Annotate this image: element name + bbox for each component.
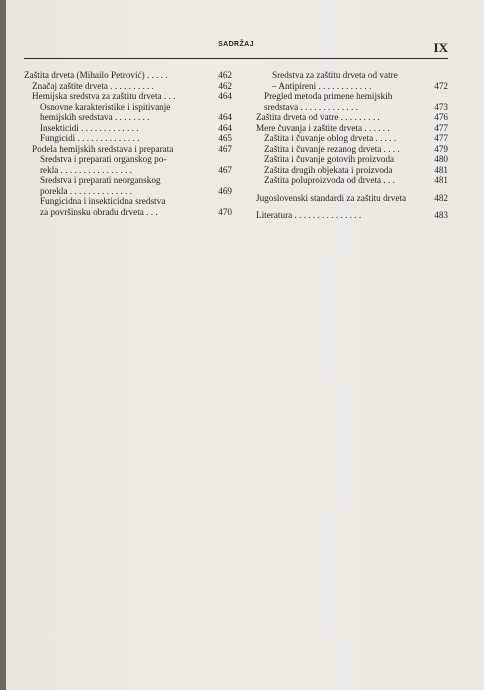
toc-entry-page: 477 (434, 122, 448, 133)
roman-page-number: IX (433, 40, 448, 55)
toc-entry-title: Fungicidna i insekticidna sredstva (40, 196, 166, 206)
toc-entry (256, 112, 448, 123)
toc-entry-page: 479 (434, 143, 448, 154)
toc-entry-page: 481 (434, 175, 448, 185)
toc-entry (24, 91, 232, 102)
toc-entry-page: 483 (434, 210, 448, 220)
page-header (24, 38, 448, 58)
toc-left-column (24, 70, 232, 217)
toc-right-column (256, 70, 448, 221)
toc-entry-title: Sredstva za zaštitu drveta od vatre (272, 70, 398, 80)
toc-entry (24, 196, 232, 207)
section-title: SADRŽAJ (218, 41, 254, 48)
toc-entry (256, 81, 448, 92)
toc-entry-title: Podela hemijskih sredstava i preparata (32, 143, 174, 154)
toc-entry-title: rekla . . . . . . . . . . . . . . . . (40, 164, 132, 175)
toc-entry (256, 154, 448, 165)
toc-entry (256, 210, 448, 221)
toc-entry (24, 165, 232, 176)
toc-entry-title: porekla . . . . . . . . . . . . . . (40, 185, 132, 196)
toc-entry-title: Zaštita drveta (Mihailo Petrović) . . . . . (24, 70, 168, 80)
toc-entry-title: Fungicidi . . . . . . . . . . . . . . (40, 133, 140, 143)
toc-entry-title: Sredstva i preparati neorganskog (40, 175, 161, 185)
toc-entry-page: 462 (218, 80, 232, 91)
toc-entry-page: 473 (434, 101, 448, 112)
toc-entry (24, 81, 232, 92)
toc-entry-page: 480 (434, 154, 448, 164)
toc-entry-title: Insekticidi . . . . . . . . . . . . . (40, 122, 139, 133)
toc-entry-page: 462 (218, 70, 232, 80)
toc-entry-title: Zaštita drugih objekata i proizvoda (264, 164, 393, 175)
toc-entry (24, 144, 232, 155)
toc-entry-title: – Antipireni . . . . . . . . . . . . (272, 80, 372, 91)
toc-spacer (256, 186, 448, 193)
toc-entry-title: Zaštita i čuvanje gotovih proizvoda (264, 154, 395, 164)
toc-entry (24, 123, 232, 134)
toc-entry-page: 477 (434, 133, 448, 143)
toc-entry-page: 469 (218, 185, 232, 196)
toc-entry (24, 133, 232, 144)
toc-entry (256, 133, 448, 144)
toc-entry-page: 470 (218, 206, 232, 217)
header-rule (24, 58, 448, 59)
toc-entry-page: 464 (218, 112, 232, 122)
toc-entry-title: sredstava . . . . . . . . . . . . . (264, 101, 358, 112)
toc-entry-title: Značaj zaštite drveta . . . . . . . . . . (32, 80, 154, 91)
toc-entry-title: Zaštita drveta od vatre . . . . . . . . . (256, 112, 380, 122)
toc-entry-page: 476 (434, 112, 448, 122)
toc-entry (24, 207, 232, 218)
toc-entry (24, 154, 232, 165)
toc-entry-title: Literatura . . . . . . . . . . . . . . . (256, 210, 362, 220)
toc-entry-title: Pregled metoda primene hemijskih (264, 91, 393, 101)
toc-entry-title: Mere čuvanja i zaštite drveta . . . . . . (256, 122, 390, 133)
toc-entry-page: 464 (218, 91, 232, 101)
toc-entry (24, 70, 232, 81)
toc-entry-title: Jugoslovenski standardi za zaštitu drveta (256, 192, 407, 203)
toc-entry (256, 70, 448, 81)
toc-entry-title: hemijskih sredstava . . . . . . . . (40, 112, 150, 122)
toc-entry (24, 186, 232, 197)
toc-entry-page: 472 (434, 80, 448, 91)
toc-entry (256, 123, 448, 134)
toc-entry-title: Sredstva i preparati organskog po- (40, 154, 167, 164)
toc-entry (256, 102, 448, 113)
toc-entry-title: Hemijska sredstva za zaštitu drveta . . . (32, 91, 176, 101)
toc-entry-title: Zaštita i čuvanje rezanog drveta . . . . (264, 143, 400, 154)
book-page (6, 0, 484, 690)
toc-entry-page: 467 (218, 164, 232, 175)
toc-entry (256, 144, 448, 155)
toc-entry-title: Zaštita i čuvanje oblog drveta . . . . . (264, 133, 397, 143)
toc-entry (24, 102, 232, 113)
toc-entry (256, 91, 448, 102)
toc-entry-page: 481 (434, 164, 448, 175)
toc-entry-page: 467 (218, 143, 232, 154)
toc-entry (256, 193, 448, 204)
toc-entry-page: 465 (218, 133, 232, 143)
toc-entry (256, 175, 448, 186)
toc-entry (256, 165, 448, 176)
toc-entry-title: Zaštita poluproizvoda od drveta . . . (264, 175, 395, 185)
toc-entry (24, 175, 232, 186)
toc-entry-page: 482 (434, 192, 448, 203)
toc-entry (24, 112, 232, 123)
toc-spacer (256, 203, 448, 210)
toc-entry-page: 464 (218, 122, 232, 133)
toc-entry-title: Osnovne karakteristike i ispitivanje (40, 101, 171, 112)
toc-entry-title: za površinsku obradu drveta . . . (40, 206, 158, 217)
